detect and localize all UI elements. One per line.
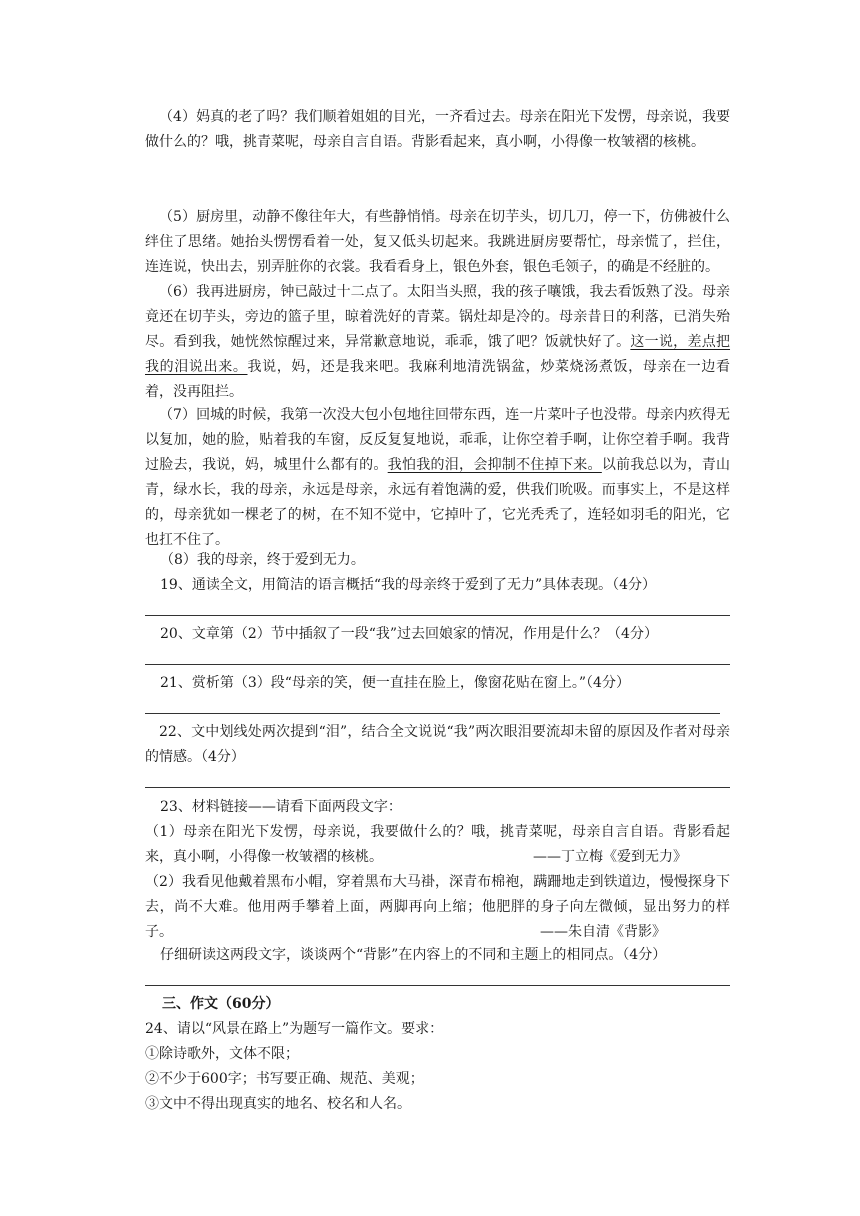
question-19: 19、通读全文，用简洁的语言概括“我的母亲终于爱到了无力”具体表现。（4分） [160,577,657,593]
paragraph-8: （8）我的母亲，终于爱到无力。 [160,552,365,568]
question-23-title: 23、材料链接——请看下面两段文字： [160,799,402,815]
material-2: （2）我看见他戴着黑布小帽，穿着黑布大马褂，深青布棉袍，蹒跚地走到铁道边，慢慢探身下去，尚不大难。他用两手攀着上面，两脚再向上缩；他肥胖的身子向左微倾，显出努力的样子。 [145,874,730,940]
answer-line-23 [145,985,730,986]
underlined-tear-sentence-1: 这一说，差点把我的泪说出来。 [145,334,731,375]
composition-heading: 三、作文（60分） [162,996,280,1012]
paragraph-6: （6）我再进厨房，钟已敲过十二点了。太阳当头照，我的孩子嚷饿，我去看饭熟了没。母亲竟还在切芋头，旁边的篮子里，晾着洗好的青菜。锅灶却是冷的。母亲昔日的利落，已消失殆尽。看到我，她恍然惊醒过来，异常歉意地说，乖乖，饿了吧？饭就快好了。这一说，差点把我的泪说出来。我说，妈，还是我来吧。我麻利地清洗锅盆，炒菜烧汤煮饭，母亲在一边看着，没再阻拦。 [145,284,731,400]
question-21: 21、赏析第（3）段“母亲的笑，便一直挂在脸上，像窗花贴在窗上。”（4分） [160,675,630,691]
question-20: 20、文章第（2）节中插叙了一段“我”过去回娘家的情况，作用是什么？（4分） [160,626,658,642]
paragraph-5: （5）厨房里，动静不像往年大，有些静悄悄。母亲在切芋头，切几刀，停一下，仿佛被什么绊住了思绪。她抬头愣愣看着一处，复又低头切起来。我跳进厨房要帮忙，母亲慌了，拦住，连连说，快出去，别弄脏你的衣裳。我看看身上，银色外套，银色毛领子，的确是不经脏的。 [145,209,730,275]
question-24: 24、请以“风景在路上”为题写一篇作文。要求： [145,1021,444,1037]
answer-line-19 [145,615,730,616]
paragraph-4: （4）妈真的老了吗？我们顺着姐姐的目光，一齐看过去。母亲在阳光下发愣，母亲说，我要做什么的？哦，挑青菜呢，母亲自言自语。背影看起来，真小啊，小得像一枚皱褶的核桃。 [145,109,730,150]
question-23-ask: 仔细研读这两段文字，谈谈两个“背影”在内容上的不同和主题上的相同点。（4分） [160,947,667,963]
requirement-2: ②不少于600字；书写要正确、规范、美观； [145,1071,424,1087]
material-1-source: ——丁立梅《爱到无力》 [533,849,687,865]
underlined-tear-sentence-2: 我怕我的泪，会抑制不住掉下来。 [387,457,602,473]
answer-line-22 [145,787,730,788]
material-1: （1）母亲在阳光下发愣，母亲说，我要做什么的？哦，挑青菜呢，母亲自言自语。背影看起来，真小啊，小得像一枚皱褶的核桃。 [145,824,730,865]
answer-line-21 [145,713,720,714]
material-2-source: ——朱自清《背影》 [540,924,666,940]
answer-line-20 [145,664,730,665]
requirement-3: ③文中不得出现真实的地名、校名和人名。 [145,1096,411,1112]
paragraph-7: （7）回城的时候，我第一次没大包小包地往回带东西，连一片菜叶子也没带。母亲内疚得无以复加，她的脸，贴着我的车窗，反反复复地说，乖乖，让你空着手啊，让你空着手啊。我背过脸去，我说，妈，城里什么都有的。我怕我的泪，会抑制不住掉下来。以前我总以为，青山青，绿水长，我的母亲，永远是母亲，永远有着饱满的爱，供我们吮吸。而事实上，不是这样的，母亲犹如一棵老了的树，在不知不觉中，它掉叶了，它光秃秃了，连轻如羽毛的阳光，它也扛不住了。 [145,407,731,548]
requirement-1: ①除诗歌外，文体不限； [145,1046,299,1062]
question-22: 22、文中划线处两次提到“泪”，结合全文说说“我”两次眼泪要流却未留的原因及作者对母亲的情感。（4分） [145,724,730,765]
